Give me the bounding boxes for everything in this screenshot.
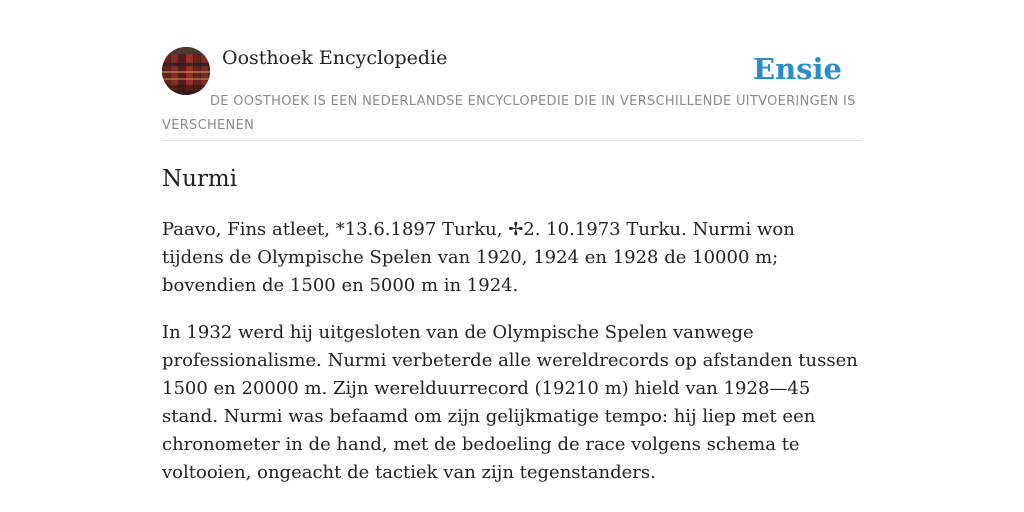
source-tagline: DE OOSTHOEK IS EEN NEDERLANDSE ENCYCLOPEDIE DIE IN VERSCHILLENDE UITVOERINGEN IS VERSCHENEN [162, 94, 856, 133]
encyclopedia-books-icon[interactable] [162, 47, 210, 95]
article [162, 160, 862, 487]
article-paragraph-1: Paavo, Fins atleet, *13.6.1897 Turku, ✢2. 10.1973 Turku. Nurmi won tijdens de Olympische Spelen van 1920, 1924 en 1928 de 10000 m; bovendien de 1500 en 5000 m in 1924. [162, 219, 795, 296]
brand-logo[interactable]: Ensie [753, 52, 842, 86]
source-title[interactable]: Oosthoek Encyclopedie [222, 47, 448, 69]
article-paragraph-2: In 1932 werd hij uitgesloten van de Olympische Spelen vanwege professionalisme. Nurmi verbeterde alle wereldrecords op afstanden tussen 1500 en 20000 m. Zijn werelduurrecord (19210 m) hield van 1928—45 stand. Nurmi was befaamd om zijn gelijkmatige tempo: hij liep met een chronometer in de hand, met de bedoeling de race volgens schema te voltooien, ongeacht de tactiek van zijn tegenstanders. [162, 322, 858, 483]
source-header [162, 46, 862, 141]
article-title: Nurmi [162, 166, 238, 192]
